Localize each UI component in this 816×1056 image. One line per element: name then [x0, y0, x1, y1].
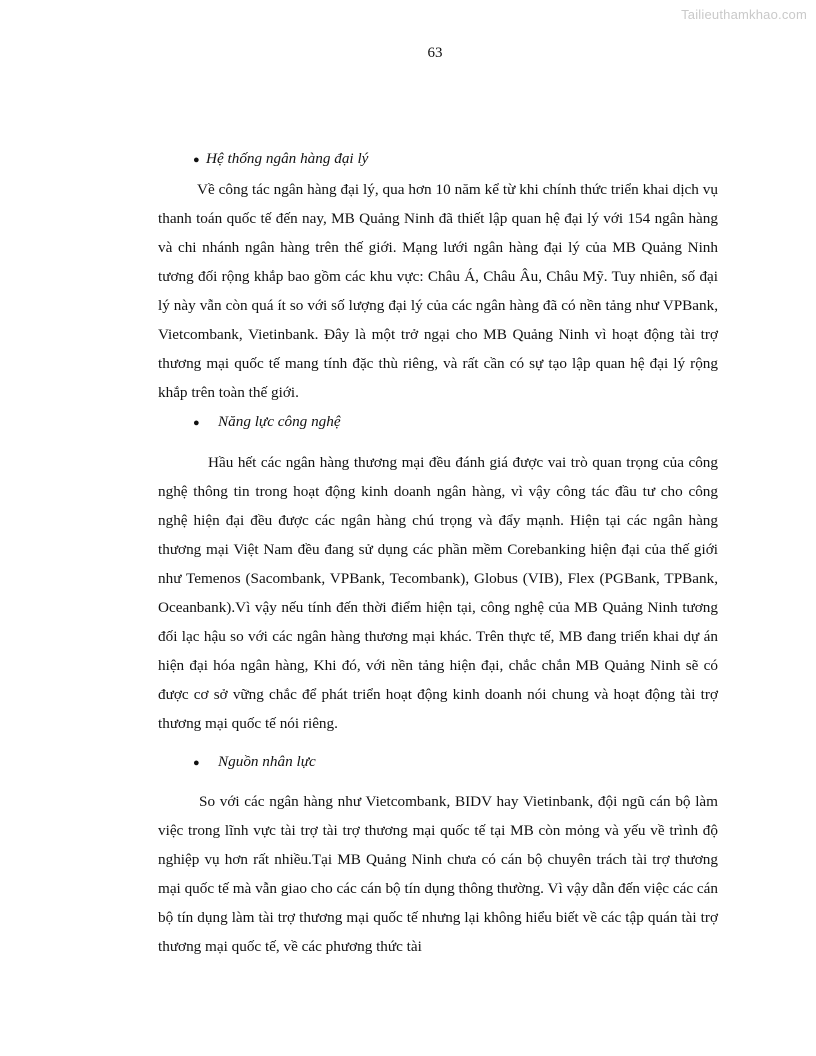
section-heading-human-resources	[158, 747, 718, 778]
document-body	[158, 144, 718, 961]
page-number: 63	[427, 45, 443, 61]
section-paragraph: Hầu hết các ngân hàng thương mại đều đánh giá được vai trò quan trọng của công nghệ thông tin trong hoạt động kinh doanh ngân hàng, vì vậy công tác đầu tư cho công nghệ hiện đại đều được các ngân hàng chú trọng và đẩy mạnh. Hiện tại các ngân hàng thương mại Việt Nam đều đang sử dụng các phần mềm Corebanking hiện đại của thế giới như Temenos (Sacombank, VPBank, Tecombank), Globus (VIB), Flex (PGBank, TPBank, Oceanbank).Vì vậy nếu tính đến thời điểm hiện tại, công nghệ của MB Quảng Ninh tương đối lạc hậu so với các ngân hàng thương mại khác. Trên thực tế, MB đang triển khai dự án hiện đại hóa ngân hàng, Khi đó, với nền tảng hiện đại, chắc chắn MB Quảng Ninh sẽ có được cơ sở vững chắc để phát triển hoạt động kinh doanh nói chung và hoạt động tài trợ thương mại quốc tế nói riêng.	[158, 454, 718, 732]
section-paragraph: Về công tác ngân hàng đại lý, qua hơn 10 năm kể từ khi chính thức triển khai dịch vụ thanh toán quốc tế đến nay, MB Quảng Ninh đã thiết lập quan hệ đại lý với 154 ngân hàng và chi nhánh ngân hàng trên thế giới. Mạng lưới ngân hàng đại lý của MB Quảng Ninh tương đối rộng khắp bao gồm các khu vực: Châu Á, Châu Âu, Châu Mỹ. Tuy nhiên, số đại lý này vẫn còn quá ít so với số lượng đại lý của các ngân hàng đã có nền tảng như VPBank, Vietcombank, Vietinbank. Đây là một trở ngại cho MB Quảng Ninh vì hoạt động tài trợ thương mại quốc tế mang tính đặc thù riêng, và rất cần có sự tạo lập quan hệ đại lý rộng khắp trên toàn thế giới.	[158, 181, 718, 401]
section-heading-text: Nguồn nhân lực	[218, 753, 316, 770]
section-heading-text: Hệ thống ngân hàng đại lý	[206, 150, 369, 167]
bullet-icon: ●	[193, 154, 200, 166]
bullet-icon: ●	[193, 417, 200, 429]
watermark: Tailieuthamkhao.com	[681, 7, 807, 22]
section-heading-text: Năng lực công nghệ	[218, 413, 341, 430]
bullet-icon: ●	[193, 757, 200, 769]
section-heading-technology	[158, 407, 718, 438]
section-paragraph: So với các ngân hàng như Vietcombank, BIDV hay Vietinbank, đội ngũ cán bộ làm việc trong lĩnh vực tài trợ tài trợ thương mại quốc tế tại MB còn mỏng và yếu về trình độ nghiệp vụ hơn rất nhiều.Tại MB Quảng Ninh chưa có cán bộ chuyên trách tài trợ thương mại quốc tế mà vẫn giao cho các cán bộ tín dụng thông thường. Vì vậy dẫn đến việc các cán bộ tín dụng làm tài trợ thương mại quốc tế nhưng lại không hiểu biết về các tập quán tài trợ thương mại quốc tế, về các phương thức tài	[158, 793, 718, 955]
section-heading-correspondent-banks	[158, 144, 718, 175]
